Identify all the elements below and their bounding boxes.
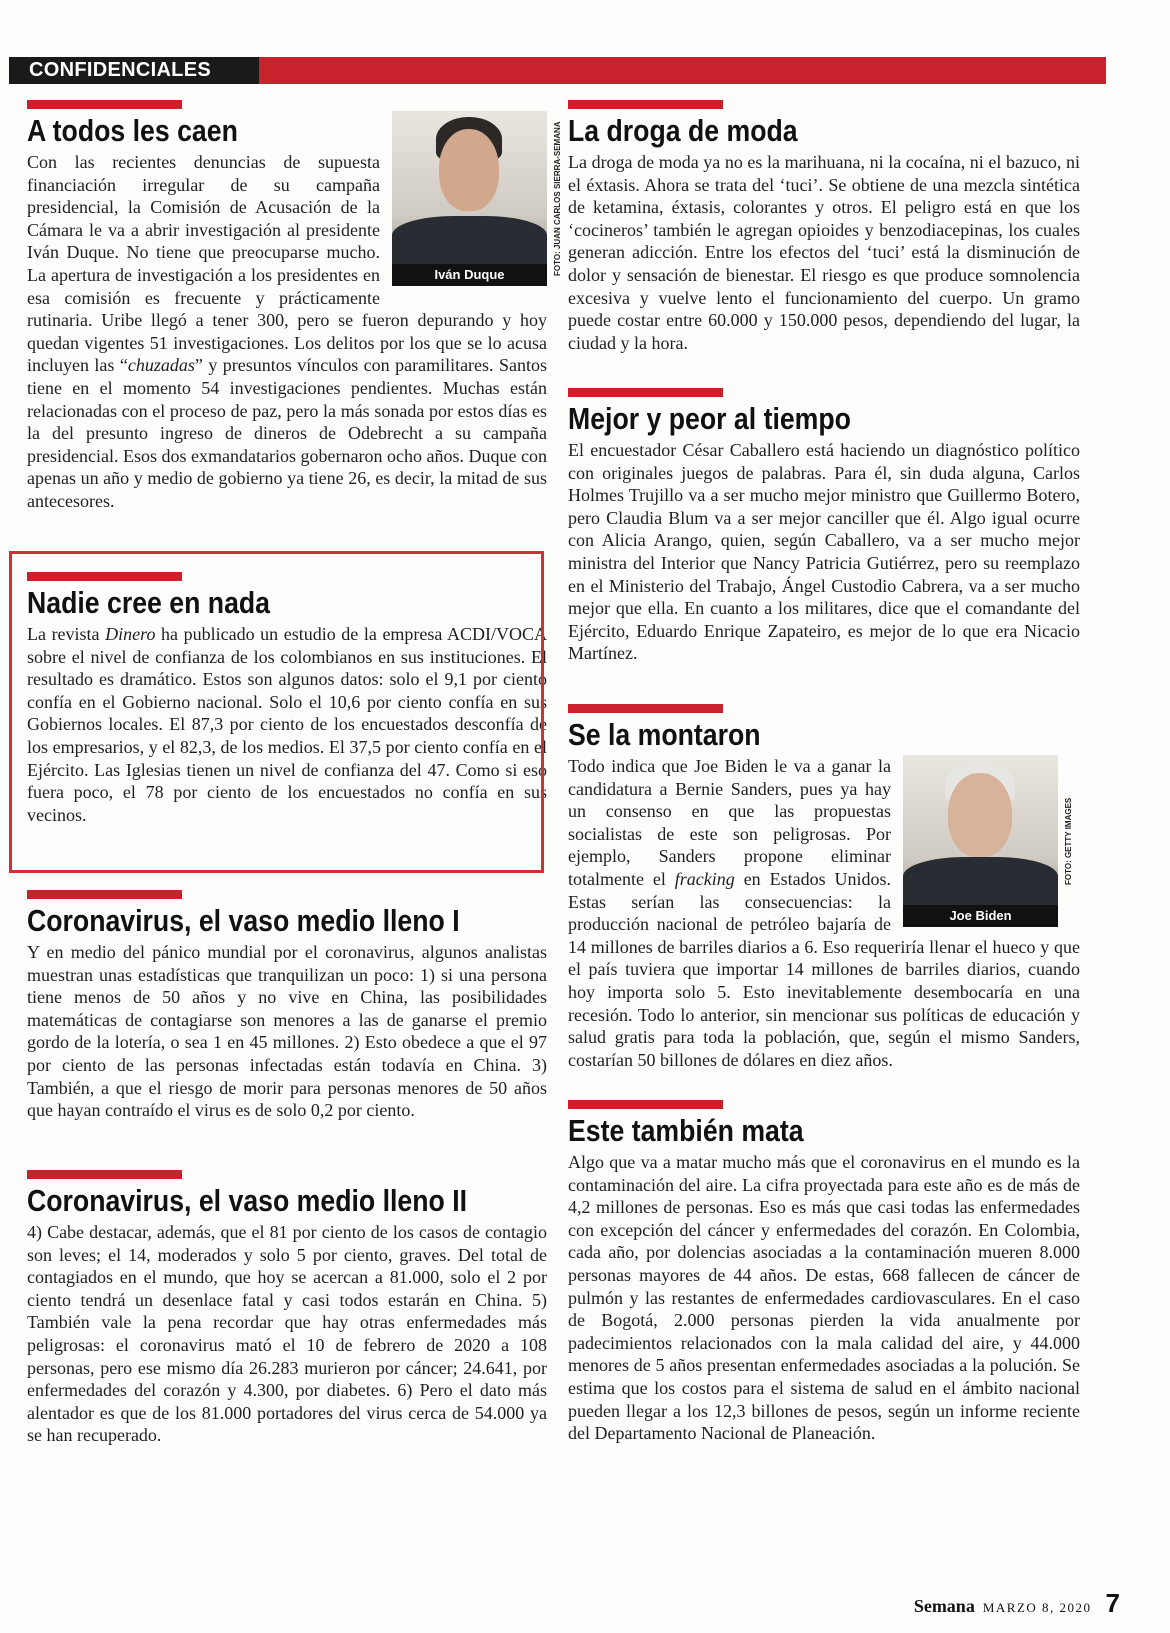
- red-rule: [568, 704, 723, 713]
- body-corona2: 4) Cabe destacar, además, que el 81 por ciento de los casos de contagio son leves; el 14, moderados y solo 5 por ciento, graves. Del total de contagiados en el mundo, que hoy se acercan a 81.000, solo el 2 por ciento tendrá un desenlace fatal y casi todos estarán en China. 5) También vale la pena recordar que hay otras enfermedades más peligrosas: el coronavirus mató el 10 de febrero de 2020 a 108 personas, pero ese mismo día 26.283 murieron por cáncer; 24.641, por enfermedades del corazón y 4.300, por diabetes. 6) Pero el dato más alentador es que de los 81.000 portadores del virus cerca de 54.000 ya se han recuperado.: [27, 1222, 547, 1446]
- headline-corona2: Coronavirus, el vaso medio lleno II: [27, 1183, 468, 1218]
- red-rule: [27, 100, 182, 109]
- article-montaron: [568, 704, 1080, 1094]
- body-mejor: El encuestador César Caballero está haciendo un diagnóstico político con originales juegos de palabras. Para él, sin duda alguna, Carlos Holmes Trujillo va a ser mucho mejor ministro que Guillermo Botero, pero Claudia Blum va a ser mejor canciller que él. Algo igual ocurre con Alicia Arango, quien, según Caballero, va a ser mucho mejor ministra del Interior que Nancy Patricia Gutiérrez, pero su reemplazo en el Ministerio del Trabajo, Ángel Custodio Cabrera, va a ser mucho mejor que ella. En cuanto a los militares, dice que el comandante del Ejército, Eduardo Enrique Zapateiro, es mejor de lo que era Nicacio Martínez.: [568, 440, 1080, 664]
- article-corona1: [27, 890, 547, 1154]
- section-label: CONFIDENCIALES: [9, 57, 259, 84]
- headline-montaron: Se la montaron: [568, 717, 761, 752]
- red-rule: [568, 388, 723, 397]
- body-todos: Con las recientes denuncias de supuesta financiación irregular de su campaña presidencial, la Comisión de Acusación de la Cámara le va a abrir investigación al presidente Iván Duque. No tiene que preocuparse mucho. La apertura de investigación a los presidentes en esa comisión es frecuente y prácticamente rutinaria. Uribe llegó a tener 300, pero se fueron depurando y hoy quedan vigentes 51 investigaciones. Los delitos por los que se lo acusa incluyen las “chuzadas” y presuntos vínculos con paramilitares. Santos tiene en el momento 54 investigaciones pendientes. Muchas están relacionadas con el proceso de paz, pero la más sonada por estos días es la del presunto ingreso de dineros de Odebrecht a su campaña presidencial. Esos dos exmandatarios gobernaron ocho años. Duque con apenas un año y medio de gobierno ya tiene 26, es decir, la mitad de sus antecesores.: [27, 152, 547, 511]
- headline-mejor: Mejor y peor al tiempo: [568, 401, 851, 436]
- article-corona2: [27, 1170, 547, 1447]
- article-mata: [568, 1100, 1080, 1445]
- photo-caption-duque: Iván Duque: [392, 264, 547, 286]
- red-rule: [568, 100, 723, 109]
- red-rule: [27, 1170, 182, 1179]
- article-mejor: [568, 388, 1080, 698]
- article-nadie: [27, 572, 547, 872]
- suit-shape: [903, 857, 1058, 905]
- headline-droga: La droga de moda: [568, 113, 798, 148]
- section-header-bar: [9, 57, 1106, 84]
- left-column: [27, 100, 562, 1447]
- face-shape: [439, 129, 499, 211]
- magazine-name: Semana: [913, 1596, 975, 1616]
- headline-nadie: Nadie cree en nada: [27, 585, 271, 620]
- right-column: [568, 100, 1080, 1445]
- photo-joe-biden: [903, 755, 1073, 927]
- face-shape: [948, 773, 1012, 857]
- issue-date: MARZO 8, 2020: [982, 1600, 1092, 1615]
- page-number: 7: [1105, 1588, 1120, 1618]
- red-rule: [27, 890, 182, 899]
- photo-credit-duque: FOTO: JUAN CARLOS SIERRA-SEMANA: [553, 121, 562, 276]
- photo-caption-biden: Joe Biden: [903, 905, 1058, 927]
- headline-mata: Este también mata: [568, 1113, 804, 1148]
- red-rule: [27, 572, 182, 581]
- article-droga: [568, 100, 1080, 382]
- body-montaron: Todo indica que Joe Biden le va a ganar la candidatura a Bernie Sanders, pues ya hay un consenso en que las propuestas socialistas de este son peligrosas. Por ejemplo, Sanders propone eliminar totalmente el fracking en Estados Unidos. Estas serían las consecuencias: la producción nacional de petróleo bajaría de 14 millones de barriles diarios a 6. Eso requeriría llenar el hueco y que el país tuviera que importar 14 millones de barriles diarios, cuando hoy importa solo 5. Esto inevitablemente desembocaría en una recesión. Todo lo anterior, sin mencionar sus políticas de educación y salud gratis para toda la población, que, según el mismo Sanders, costarían 50 billones de dólares en diez años.: [568, 756, 1080, 1070]
- red-rule: [568, 1100, 723, 1109]
- article-todos: [27, 100, 562, 552]
- headline-todos: A todos les caen: [27, 113, 238, 148]
- body-nadie: La revista Dinero ha publicado un estudio de la empresa ACDI/VOCA sobre el nivel de confianza de los colombianos en sus instituciones. El resultado es dramático. Estos son algunos datos: solo el 9,1 por ciento confía en el Gobierno nacional. Solo el 10,6 por ciento confía en sus Gobiernos locales. El 87,3 por ciento de los encuestados desconfía de los empresarios, y el 82,3, de los medios. El 37,5 por ciento confía en el Ejército. Las Iglesias tienen un nivel de confianza del 47. Como si eso fuera poco, el 78 por ciento de los encuestados no confía en sus vecinos.: [27, 624, 547, 825]
- body-corona1: Y en medio del pánico mundial por el coronavirus, algunos analistas muestran unas estadísticas que tranquilizan un poco: 1) si una persona tiene menos de 50 años y no vive en China, las posibilidades matemáticas de contagiarse son menores a las de ganarse el premio gordo de la lotería, o sea 1 en 45 millones. 2) Esto obedece a que el 97 por ciento de las personas infectadas están todavía en China. 3) También, a que el riesgo de morir para personas menores de 50 años que hayan contraído el virus es de solo 0,2 por ciento.: [27, 942, 547, 1121]
- body-mata: Algo que va a matar mucho más que el coronavirus en el mundo es la contaminación del aire. La cifra proyectada para este año es de más de 4,2 millones de personas. Eso es más que casi todas las enfermedades con excepción del cáncer y enfermedades del corazón. En Colombia, cada año, por dolencias asociadas a la contaminación mueren 8.000 personas mayores de 44 años. De estas, 668 fallecen de cáncer de pulmón y las restantes de enfermedades cardiovasculares. En el caso de Bogotá, 2.000 personas pierden la vida anualmente por padecimientos relacionados con la mala calidad del aire, y 44.000 menores de 5 años presentan enfermedades asociadas a la polución. Se estima que los costos para el sistema de salud en el ámbito nacional pueden llegar a los 12,3 billones de pesos, según un informe reciente del Departamento Nacional de Planeación.: [568, 1152, 1080, 1444]
- photo-ivan-duque: [392, 111, 562, 286]
- headline-corona1: Coronavirus, el vaso medio lleno I: [27, 903, 460, 938]
- page-footer: [914, 1588, 1120, 1619]
- photo-credit-biden: FOTO: GETTY IMAGES: [1064, 797, 1073, 885]
- body-droga: La droga de moda ya no es la marihuana, ni la cocaína, ni el bazuco, ni el éxtasis. Ahora se trata del ‘tuci’. Se obtiene de una mezcla sintética de ketamina, éxtasis, colorantes y otros. El peligro está en que los ‘cocineros’ también le agregan opioides y benzodiacepinas, los cuales generan adicción. Entre los efectos del ‘tuci’ está la disminución de dolor y sensación de bienestar. El riesgo es que produce somnolencia excesiva y vuelve lento el funcionamiento del cuerpo. Un gramo puede costar entre 60.000 y 150.000 pesos, dependiendo del lugar, la ciudad y la hora.: [568, 152, 1080, 353]
- suit-shape: [392, 216, 547, 264]
